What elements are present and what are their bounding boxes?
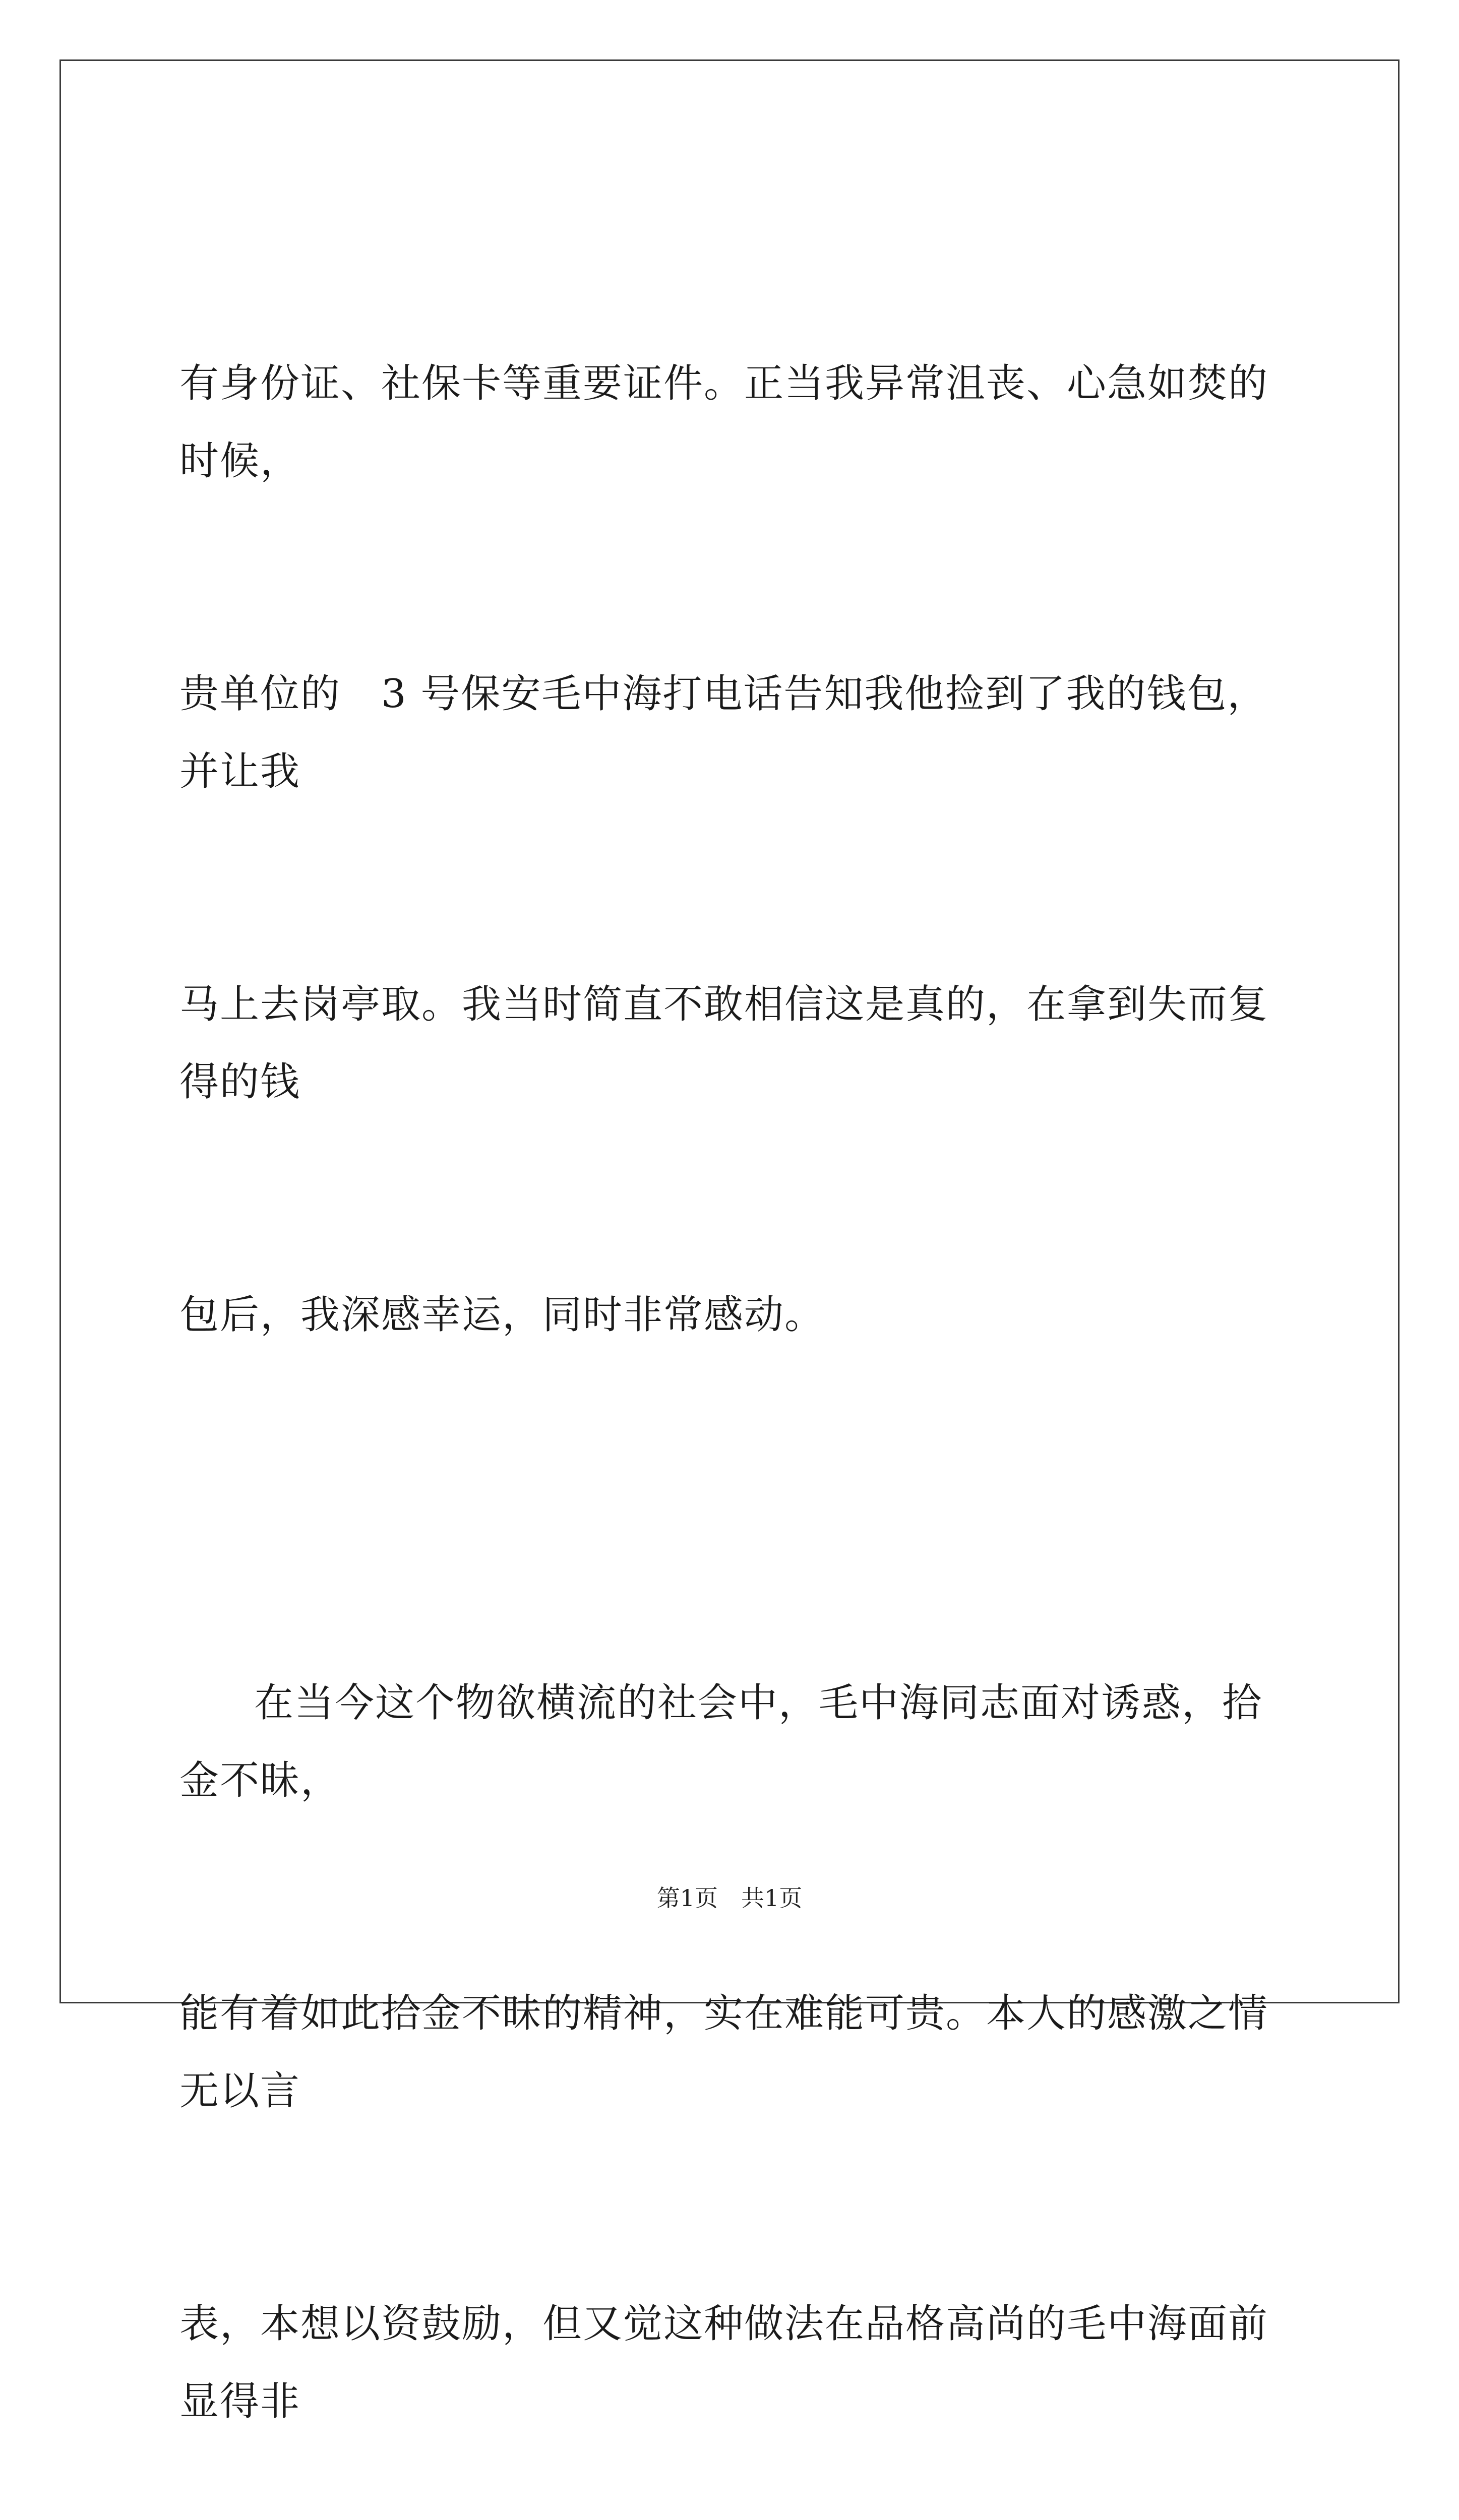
text-line: 表，本想以资鼓励，但又觉这种做法在品格高尚的毛中海面前显得非	[179, 2301, 1269, 2424]
page-number-footer: 第1页 共1页	[656, 1884, 803, 1912]
text-line: 马上去岗亭取。我当时简直不敢相信这是真的，在拿到失而复得的钱	[179, 982, 1269, 1105]
paragraph-2	[179, 1509, 1289, 2520]
text-line: 包后，我深感幸运，同时非常感动。	[179, 1292, 825, 1338]
text-line: 有身份证、社保卡等重要证件。正当我异常沮丧、心急如焚的时候，	[179, 361, 1269, 484]
letter-body	[179, 190, 1289, 2520]
text-line: 贵单位的 3 号保安毛中海打电话告知我他捡到了我的钱包，并让我	[179, 671, 1268, 794]
text-line: 在当今这个物欲横流的社会中，毛中海同志面对诱惑，拾金不昧，	[179, 1680, 1263, 1803]
text-line: 能有着如此拾金不昧的精神，实在难能可贵。本人的感激之情无以言	[179, 1991, 1269, 2114]
paragraph-1	[179, 190, 1289, 1509]
